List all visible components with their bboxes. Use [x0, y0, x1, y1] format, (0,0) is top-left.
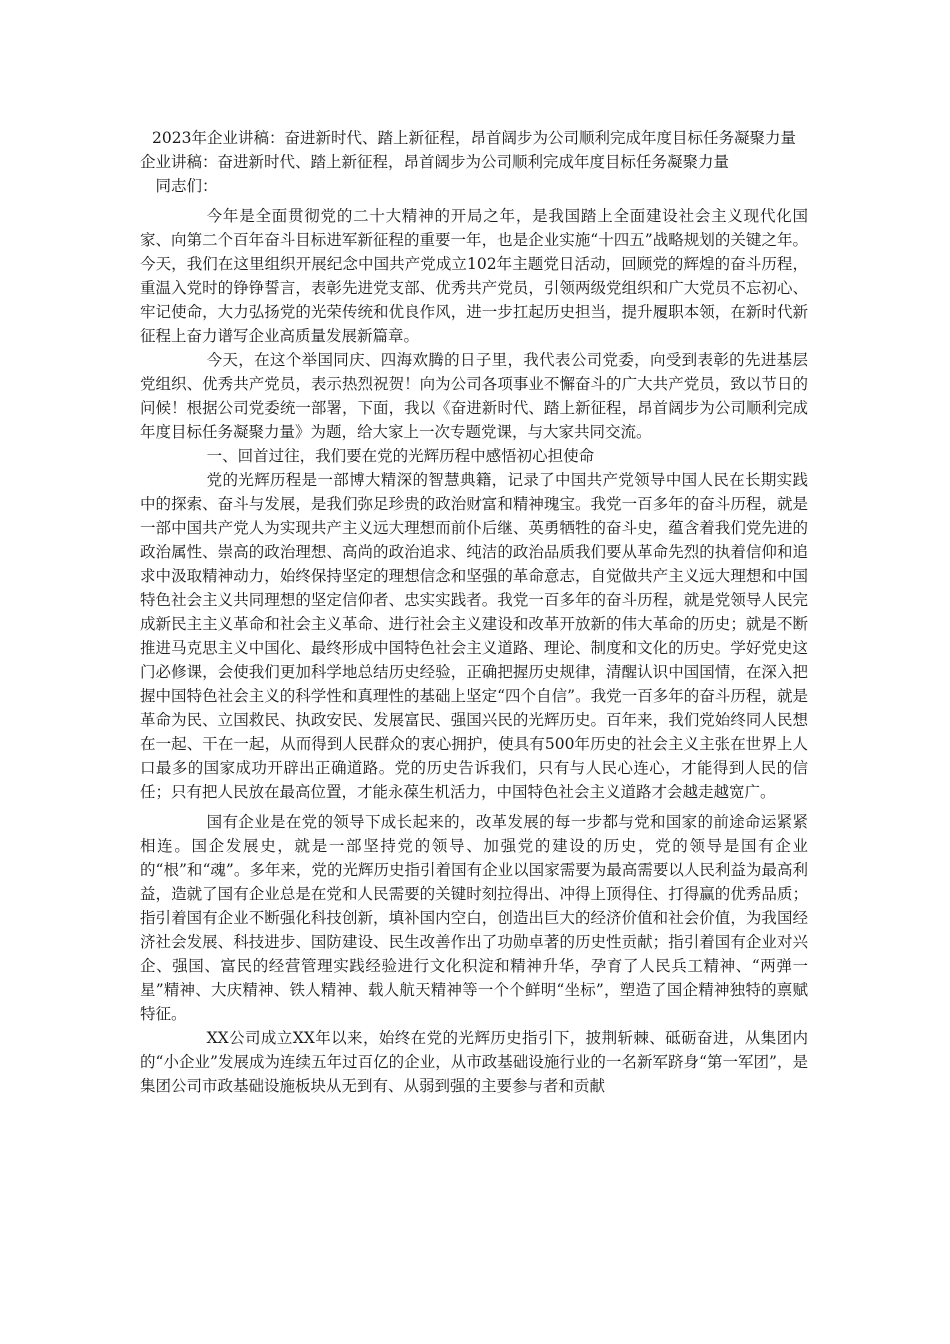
document-subtitle: 企业讲稿：奋进新时代、踏上新征程，昂首阔步为公司顺利完成年度目标任务凝聚力量 — [140, 153, 730, 171]
paragraph: XX公司成立XX年以来，始终在党的光辉历史指引下，披荆斩棘、砥砺奋进，从集团内的“小企业”发展成为连续五年过百亿的企业，从市政基础设施行业的一名新军跻身“第一军团”，是集团公司市政基础设施板块从无到有、从弱到强的主要参与者和贡献 — [140, 1029, 808, 1095]
section-heading: 一、回首过往，我们要在党的光辉历程中感悟初心担使命 — [206, 447, 595, 465]
paragraph: 党的光辉历程是一部博大精深的智慧典籍，记录了中国共产党领导中国人民在长期实践中的探索、奋斗与发展，是我们弥足珍贵的政治财富和精神瑰宝。我党一百多年的奋斗历程，就是一部中国共产党人为实现共产主义远大理想而前仆后继、英勇牺牲的奋斗史，蕴含着我们党先进的政治属性、崇高的政治理想、高尚的政治追求、纯洁的政治品质我们要从革命先烈的执着信仰和追求中汲取精神动力，始终保持坚定的理想信念和坚强的革命意志，自觉做共产主义远大理想和中国特色社会主义共同理想的坚定信仰者、忠实实践者。我党一百多年的奋斗历程，就是党领导人民完成新民主主义革命和社会主义革命、进行社会主义建设和改革开放新的伟大革命的历史；就是不断推进马克思主义中国化、最终形成中国特色社会主义道路、理论、制度和文化的历史。学好党史这门必修课，会使我们更加科学地总结历史经验，正确把握历史规律，清醒认识中国国情，在深入把握中国特色社会主义的科学性和真理性的基础上坚定“四个自信”。我党一百多年的奋斗历程，就是革命为民、立国救民、执政安民、发展富民、强国兴民的光辉历史。百年来，我们党始终同人民想在一起、干在一起，从而得到人民群众的衷心拥护，使具有500年历史的社会主义主张在世界上人口最多的国家成功开辟出正确道路。党的历史告诉我们，只有与人民心连心，才能得到人民的信任；只有把人民放在最高位置，才能永葆生机活力，中国特色社会主义道路才会越走越宽广。 — [140, 471, 808, 801]
paragraph: 今年是全面贯彻党的二十大精神的开局之年，是我国踏上全面建设社会主义现代化国家、向第二个百年奋斗目标进军新征程的重要一年，也是企业实施“十四五”战略规划的关键之年。今天，我们在这里组织开展纪念中国共产党成立102年主题党日活动，回顾党的辉煌的奋斗历程，重温入党时的铮铮誓言，表彰先进党支部、优秀共产党员，引领两级党组织和广大党员不忘初心、牢记使命，大力弘扬党的光荣传统和优良作风，进一步扛起历史担当，提升履职本领，在新时代新征程上奋力谱写企业高质量发展新篇章。 — [140, 207, 808, 345]
salutation: 同志们： — [155, 177, 218, 195]
document-title: 2023年企业讲稿：奋进新时代、踏上新征程，昂首阔步为公司顺利完成年度目标任务凝聚力量 — [152, 129, 796, 147]
paragraph: 国有企业是在党的领导下成长起来的，改革发展的每一步都与党和国家的前途命运紧紧相连。国企发展史，就是一部坚持党的领导、加强党的建设的历史，党的领导是国有企业的“根”和“魂”。多年来，党的光辉历史指引着国有企业以国家需要为最高需要以人民利益为最高利益，造就了国有企业总是在党和人民需要的关键时刻拉得出、冲得上顶得住、打得赢的优秀品质；指引着国有企业不断强化科技创新，填补国内空白，创造出巨大的经济价值和社会价值，为我国经济社会发展、科技进步、国防建设、民生改善作出了功勋卓著的历史性贡献；指引着国有企业对兴企、强国、富民的经营管理实践经验进行文化积淀和精神升华，孕育了人民兵工精神、“两弹一星”精神、大庆精神、铁人精神、载人航天精神等一个个鲜明“坐标”，塑造了国企精神独特的禀赋特征。 — [140, 813, 808, 1023]
paragraph: 今天，在这个举国同庆、四海欢腾的日子里，我代表公司党委，向受到表彰的先进基层党组织、优秀共产党员，表示热烈祝贺！向为公司各项事业不懈奋斗的广大共产党员，致以节日的问候！根据公司党委统一部署，下面，我以《奋进新时代、踏上新征程，昂首阔步为公司顺利完成年度目标任务凝聚力量》为题，给大家上一次专题党课，与大家共同交流。 — [140, 351, 808, 441]
document-body — [140, 126, 808, 1098]
